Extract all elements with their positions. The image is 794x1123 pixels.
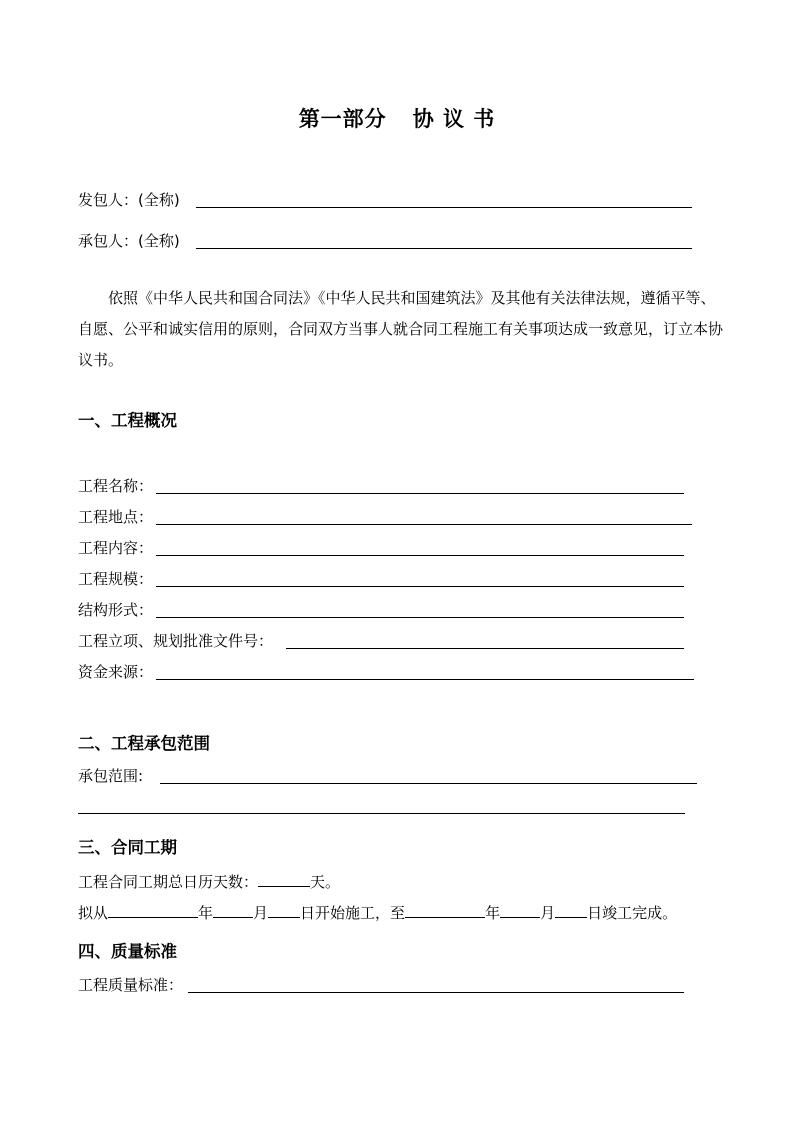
- intro-paragraph: [78, 283, 723, 376]
- schedule-line: [78, 902, 677, 923]
- section2-heading: 二、工程承包范围: [78, 734, 210, 753]
- section3-heading: 三、合同工期: [78, 838, 177, 857]
- duration-line: [78, 871, 340, 892]
- project-location-label: 工程地点：: [78, 508, 154, 526]
- scope-field-line-2[interactable]: [78, 813, 685, 814]
- approval-number-label: 工程立项、规划批准文件号：: [78, 632, 274, 650]
- project-scale-label: 工程规模：: [78, 570, 154, 588]
- duration-days-field[interactable]: [258, 871, 310, 887]
- project-location-field[interactable]: [156, 524, 692, 525]
- start-day-field[interactable]: [268, 902, 300, 918]
- project-name-field[interactable]: [156, 493, 684, 494]
- intro-text: 依照《中华人民共和国合同法》《中华人民共和国建筑法》及其他有关法律法规，遵循平等、自愿、公平和诚实信用的原则，合同双方当事人就合同工程施工有关事项达成一致意见，订立本协议书。: [78, 289, 724, 369]
- employer-name-field[interactable]: [196, 207, 692, 208]
- end-day-field[interactable]: [555, 902, 587, 918]
- start-prefix: 拟从: [78, 904, 109, 922]
- duration-prefix: 工程合同工期总日历天数：: [78, 873, 259, 891]
- employer-label: 发包人：(全称): [78, 191, 180, 209]
- end-month-unit: 月: [540, 904, 556, 922]
- project-content-label: 工程内容：: [78, 539, 154, 557]
- start-month-field[interactable]: [213, 902, 253, 918]
- end-suffix: 日竣工完成。: [587, 904, 678, 922]
- section4-heading: 四、质量标准: [78, 942, 177, 961]
- title-name: 协 议 书: [412, 106, 496, 131]
- quality-standard-label: 工程质量标准：: [78, 976, 184, 994]
- funding-source-label: 资金来源：: [78, 663, 154, 681]
- contractor-name-field[interactable]: [196, 248, 692, 249]
- page-title: [0, 103, 794, 133]
- title-part: 第一部分: [298, 106, 387, 131]
- project-name-label: 工程名称：: [78, 477, 154, 495]
- quality-standard-field[interactable]: [188, 992, 684, 993]
- funding-source-field[interactable]: [156, 679, 694, 680]
- approval-number-field[interactable]: [286, 648, 684, 649]
- duration-suffix: 天。: [310, 873, 341, 891]
- structure-type-label: 结构形式：: [78, 601, 154, 619]
- start-year-unit: 年: [198, 904, 214, 922]
- end-month-field[interactable]: [500, 902, 540, 918]
- project-scale-field[interactable]: [156, 586, 684, 587]
- scope-field-line-1[interactable]: [160, 783, 697, 784]
- end-year-unit: 年: [485, 904, 501, 922]
- project-content-field[interactable]: [156, 555, 684, 556]
- start-suffix: 日开始施工，至: [300, 904, 406, 922]
- contractor-label: 承包人：(全称): [78, 232, 180, 250]
- start-month-unit: 月: [253, 904, 269, 922]
- structure-type-field[interactable]: [156, 617, 684, 618]
- end-year-field[interactable]: [405, 902, 485, 918]
- section1-heading: 一、工程概况: [78, 411, 177, 430]
- start-year-field[interactable]: [108, 902, 198, 918]
- scope-label: 承包范围:: [78, 767, 144, 785]
